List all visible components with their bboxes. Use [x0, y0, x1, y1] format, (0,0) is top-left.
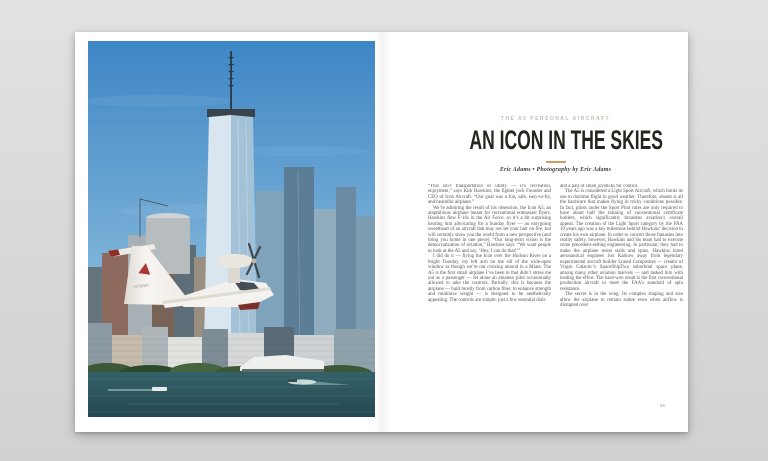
paragraph-3: I did do it — flying the Icon over the Hudson River on a bright Tuesday, my left arm on the sill of the wide-open window as though we’re out cruising around in a Miata. The A5 is the first small airplane I’ve been in that didn’t stress me out as a passenger — let alone an amateur pilot occasionally allowed to take the controls. Partially, this is because the airplane — built mostly from carbon fiber, to enhance strength and minimize weight — is designed to be aesthetically appealing. The controls are simple: just a few essential dials	[428, 254, 551, 303]
magazine-spread	[75, 32, 688, 432]
paragraph-4: The A5 is considered a Light Sport Aircraft, which limits its use to daytime flight in good weather. Therefore, absent is all the hardware that makes flying in tricky conditions possible. In fact, pilots under the Sport Pilot rules are only required to have about half the training of conventional certificate holders, which significantly broadens aviation’s overall appeal. The creation of the Light Sport category by the FAA 10 years ago was a key milestone behind Hawkins’ decision to create his own airplane. In order to convert those fantasies into reality safely, however, Hawkins and his team had to execute some precedent-setting engineering. In particular, they had to make the airplane resist stalls and spins. Hawkins hired aeronautical engineer Jon Karkow away from legendary experimental aircraft builder Scaled Composites — creator of Virgin Galactic’s SpaceShipTwo suborbital space plane, among many other aviation marvels — and tasked him with leading the effort. The hard-won result is the first conventional production aircraft to meet the FAA’s standard of spin resistance.	[560, 189, 683, 292]
paragraph-1: “This isn’t transportation or utility — it’s recreation, enjoyment,” says Kirk Hawkins, the fighter jock Founder and CEO of Icon Aircraft. “Our goal was a fun, safe, easy-to-fly, and beautiful airplane.”	[428, 184, 551, 206]
page-number: 85	[660, 403, 666, 408]
article-column-1	[428, 184, 551, 354]
hero-photo	[88, 41, 375, 417]
article-title	[428, 125, 683, 155]
article-kicker: THE A5 PERSONAL AIRCRAFT	[500, 116, 611, 122]
title-divider	[546, 161, 566, 163]
registration-text: N720BA	[133, 282, 149, 289]
prop-spinner	[252, 259, 257, 264]
wtc-spire	[230, 51, 232, 111]
article-body	[428, 184, 683, 354]
article-column-2	[560, 184, 683, 354]
engine-pylon	[228, 267, 240, 283]
article	[428, 116, 683, 354]
article-byline: Eric Adams • Photography by Eric Adams	[499, 167, 612, 173]
paragraph-3-continued: and a pair of small joysticks for control.	[560, 184, 639, 189]
right-page	[381, 32, 688, 432]
engine-pod	[217, 254, 253, 268]
left-page	[75, 32, 381, 432]
paragraph-2: We’re admiring the result of his obsession, the Icon A5, an amphibious airplane meant for recreational enthusiast flyers. Hawkins flew F-16s in the Air Force, so it’s a bit surprising hearing him advocating for a Sunday flyer — an easygoing sweetheart of an aircraft that may not set your hair on fire, but will certainly show you the world from a new perspective (and bring you home in one piece). “Our long-term vision is the democratization of aviation,” Hawkins says. “We want people to look at the A5 and say, ‘Hey, I can do that!’”	[428, 205, 551, 254]
article-title-text: AN ICON IN THE SKIES	[469, 125, 663, 156]
paragraph-5: The secret is in the wing. Its complex shaping and size allow the airplane to remain stable even when airflow is disrupted over	[560, 292, 683, 308]
